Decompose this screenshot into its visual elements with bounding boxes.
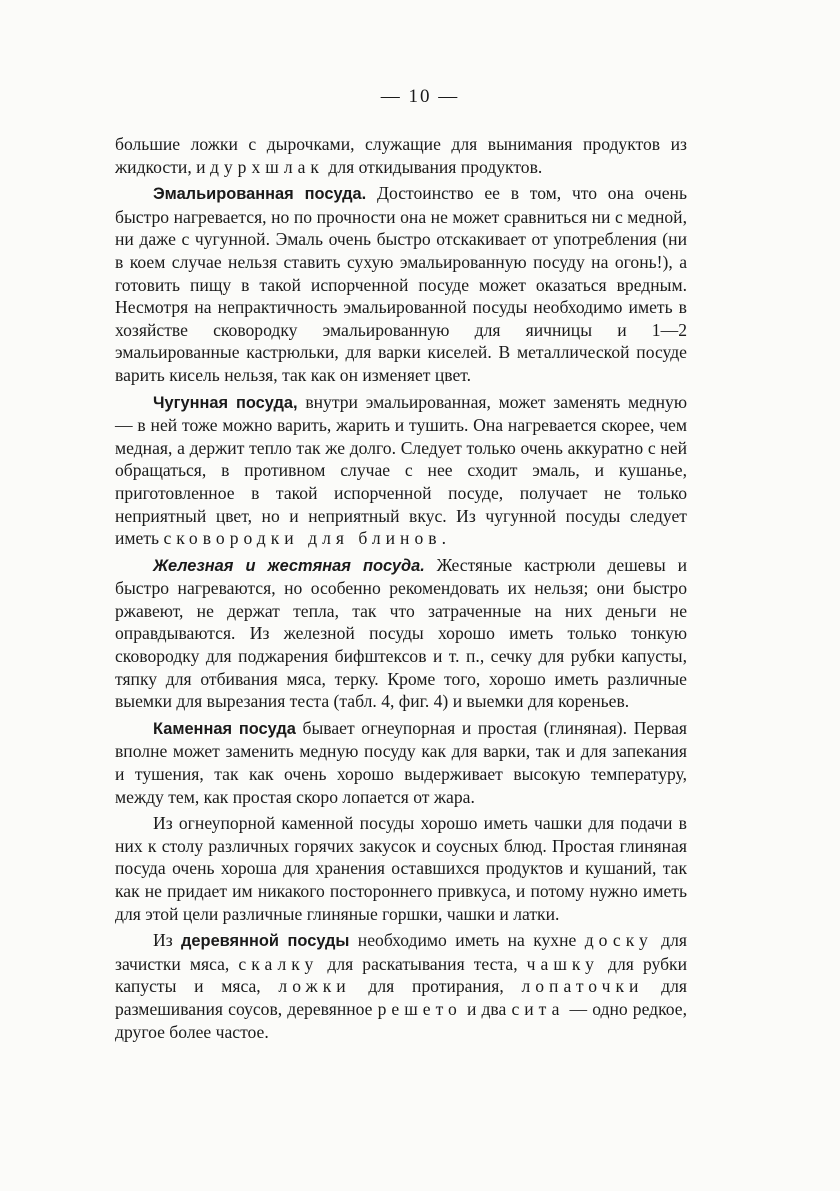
spaced-term: ложки xyxy=(278,976,351,997)
page-number: — 10 — xyxy=(380,86,460,107)
spaced-term: лопаточки xyxy=(521,976,644,997)
paragraph-1: большие ложки с дырочками, служащие для вынимания продуктов из жидкости, и дурхшлак для откидывания продуктов. xyxy=(115,134,687,177)
spaced-term: скалку xyxy=(238,953,319,974)
section-heading: Железная и жестяная посуда. xyxy=(153,556,425,575)
section-heading: Каменная посуда xyxy=(153,719,296,738)
paragraph-wooden: Из деревянной посуды необходимо иметь на кухне доску для зачистки мяса, скалку для раскатывания теста, чашку для рубки капусты и мяса, ложки для протирания, лопаточки для размешивания соусов, деревянное решето и два сита — одно редкое, другое более частое. xyxy=(115,930,687,1042)
spaced-term: сковородки для блинов xyxy=(163,528,442,549)
paragraph-enamel: Эмальированная посуда. Достоинство ее в том, что она очень быстро нагревается, но по прочности она не может сравниться ни с медной, ни даже с чугунной. Эмаль очень быстро отскакивает от употребления (ни в коем случае нельзя ставить сухую эмальированную посуду на огонь!), а готовить пищу в такой испорченной посуде может оказаться вредным. Несмотря на непрактичность эмальированной посуды необходимо иметь в хозяйстве сковородку эмальированную для яичницы и 1—2 эмальированные кастрюльки, для варки киселей. В металлической посуде варить кисель нельзя, так как он изменяет цвет. xyxy=(115,183,687,385)
spaced-term: чашку xyxy=(526,953,599,974)
paragraph-cast-iron: Чугунная посуда, внутри эмальированная, может заменять медную — в ней тоже можно варить, жарить и тушить. Она нагревается скорее, чем медная, а держит тепло так же долго. Следует только очень аккуратно с ней обращаться, в противном случае с нее сходит эмаль, и кушанье, приготовленное в такой испорченной посуде, получает не только неприятный цвет, но и неприятный вкус. Из чугунной посуды следует иметь сковородки для блинов. xyxy=(115,391,688,549)
section-heading: Чугунная посуда, xyxy=(153,393,298,412)
body-text xyxy=(115,133,687,1043)
paragraph-fireproof: Из огнеупорной каменной посуды хорошо иметь чашки для подачи в них к столу различных горячих закусок и соусных блюд. Простая глиняная посуда очень хороша для хранения оставшихся продуктов и кушаний, так как не придает им никакого постороннего привкуса, и потому нужно иметь для этой цели различные глиняные горшки, чашки и латки. xyxy=(115,813,687,924)
paragraph-iron-tin: Железная и жестяная посуда. Жестяные кастрюли дешевы и быстро нагреваются, но особенно рекомендовать их нельзя; они быстро ржавеют, не держат тепла, так что затраченные на них деньги не оправдываются. Из железной посуды хорошо иметь только тонкую сковородку для поджарения бифштексов и т. п., сечку для рубки капусты, тяпку для отбивания мяса, терку. Кроме того, хорошо иметь различные выемки для вырезания теста (табл. 4, фиг. 4) и выемки для кореньев. xyxy=(115,554,687,712)
spaced-term: решето xyxy=(377,998,462,1019)
spaced-term: сита xyxy=(511,998,565,1019)
section-heading: деревянной посуды xyxy=(181,932,350,951)
spaced-term: дурхшлак xyxy=(209,156,324,177)
spaced-term: доску xyxy=(584,930,653,951)
section-heading: Эмальированная посуда. xyxy=(153,185,367,204)
paragraph-stone: Каменная посуда бывает огнеупорная и простая (глиняная). Первая вполне может заменить медную посуду как для варки, так и для запекания и тушения, так как очень хорошо выдерживает высокую температуру, между тем, как простая скоро лопается от жара. xyxy=(115,717,687,807)
